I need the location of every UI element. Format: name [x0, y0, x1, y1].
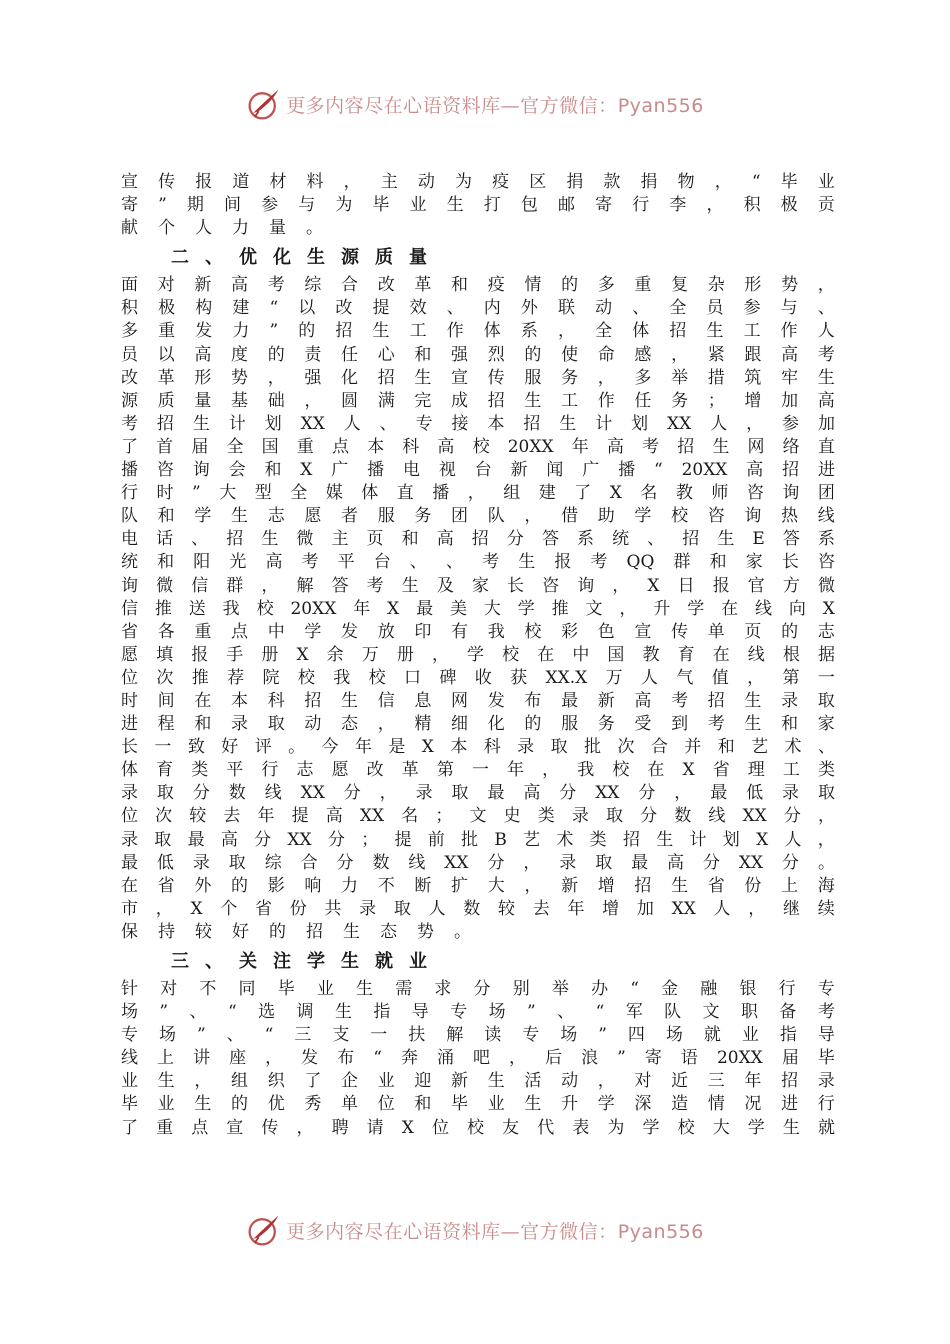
text-line: 宣 传 报 道 材 料 ， 主 动 为 疫 区 捐 款 捐 物 ， “ 毕 业: [121, 172, 835, 192]
text-line: 寄 ” 期 间 参 与 为 毕 业 生 打 包 邮 寄 行 李 ， 积 极 贡: [121, 195, 835, 216]
text-line: 员 以 高 度 的 责 任 心 和 强 烈 的 使 命 感 ， 紧 跟 高 考: [121, 344, 835, 365]
text-line: 时 间 在 本 科 招 生 信 息 网 发 布 最 新 高 考 招 生 录 取: [121, 690, 835, 711]
text-line: 行 时 ” 大 型 全 媒 体 直 播 ， 组 建 了 X 名 教 师 咨 询 团: [121, 483, 835, 504]
text-line: 省 各 重 点 中 学 发 放 印 有 我 校 彩 色 宣 传 单 页 的 志: [121, 621, 835, 642]
text-line: 专 场 ” 、 “ 三 支 一 扶 解 读 专 场 ” 四 场 就 业 指 导: [121, 1025, 835, 1046]
text-line: 愿 填 报 手 册 X 余 万 册 ， 学 校 在 中 国 教 育 在 线 根 据: [121, 644, 835, 665]
text-line: 保 持 较 好 的 招 生 态 势 。: [121, 921, 471, 942]
text-line: 面 对 新 高 考 综 合 改 革 和 疫 情 的 多 重 复 杂 形 势 ，: [121, 275, 835, 296]
text-line: 场 ” 、 “ 选 调 生 指 导 专 场 ” 、 “ 军 队 文 职 备 考: [121, 1002, 835, 1023]
text-line: 多 重 发 力 ” 的 招 生 工 作 体 系 ， 全 体 招 生 工 作 人: [121, 321, 835, 342]
text-line: 录 取 最 高 分 XX 分 ； 提 前 批 B 艺 术 类 招 生 计 划 X 人 ，: [121, 829, 835, 850]
quill-logo-icon: [246, 1212, 282, 1248]
text-line: 在 省 外 的 影 响 力 不 断 扩 大 ， 新 增 招 生 省 份 上 海: [121, 875, 835, 896]
text-line: 业 生 ， 组 织 了 企 业 迎 新 生 活 动 ， 对 近 三 年 招 录: [121, 1071, 835, 1092]
text-line: 改 革 形 势 ， 强 化 招 生 宣 传 服 务 ， 多 举 措 筑 牢 生: [121, 367, 835, 388]
text-line: 针 对 不 同 毕 业 生 需 求 分 别 举 办 “ 金 融 银 行 专: [121, 979, 835, 999]
text-line: 体 育 类 平 行 志 愿 改 革 第 一 年 ， 我 校 在 X 省 理 工 类: [121, 760, 835, 781]
text-line: 积 极 构 建 “ 以 改 提 效 、 内 外 联 动 、 全 员 参 与 、: [121, 298, 835, 319]
text-line: 长 一 致 好 评 。 今 年 是 X 本 科 录 取 批 次 合 并 和 艺 术 、: [121, 737, 835, 758]
text-line: 毕 业 生 的 优 秀 单 位 和 毕 业 生 升 学 深 造 情 况 进 行: [121, 1094, 835, 1115]
text-line: 了 首 届 全 国 重 点 本 科 高 校 20XX 年 高 考 招 生 网 络 直: [121, 436, 835, 457]
quill-logo-icon: [246, 86, 282, 122]
banner-text: 更多内容尽在心语资料库—官方微信：Pyan556: [286, 1220, 704, 1243]
text-line: 位 次 推 荐 院 校 我 校 口 碑 收 获 XX.X 万 人 气 值 ， 第 一: [121, 667, 835, 688]
text-line: 播 咨 询 会 和 X 广 播 电 视 台 新 闻 广 播 “ 20XX 高 招 进: [121, 460, 835, 481]
text-line: 进 程 和 录 取 动 态 ， 精 细 化 的 服 务 受 到 考 生 和 家: [121, 714, 835, 735]
text-line: 市 ， X 个 省 份 共 录 取 人 数 较 去 年 增 加 XX 人 ， 继 续: [121, 898, 835, 919]
text-line: 电 话 、 招 生 微 主 页 和 高 招 分 答 系 统 、 招 生 E 答 系: [121, 529, 835, 550]
text-line: 统 和 阳 光 高 考 平 台 、 、 考 生 报 考 QQ 群 和 家 长 咨: [121, 552, 835, 573]
text-line: 考 招 生 计 划 XX 人 、 专 接 本 招 生 计 划 XX 人 ， 参 加: [121, 413, 835, 434]
footer-banner: [0, 1210, 950, 1250]
text-line: 了 重 点 宣 传 ， 聘 请 X 位 校 友 代 表 为 学 校 大 学 生 就: [121, 1117, 835, 1138]
text-line: 最 低 录 取 综 合 分 数 线 XX 分 ， 录 取 最 高 分 XX 分 。: [121, 852, 835, 873]
text-line: 录 取 分 数 线 XX 分 ， 录 取 最 高 分 XX 分 ， 最 低 录 取: [121, 783, 835, 804]
text-line: 源 质 量 基 础 ， 圆 满 完 成 招 生 工 作 任 务 ； 增 加 高: [121, 390, 835, 411]
document-body: [121, 171, 835, 1140]
section-heading: 三 、 关 注 学 生 就 业: [171, 951, 427, 972]
banner-text: 更多内容尽在心语资料库—官方微信：Pyan556: [286, 94, 704, 117]
text-line: 信 推 送 我 校 20XX 年 X 最 美 大 学 推 文 ， 升 学 在 线 向 X: [121, 598, 835, 619]
text-line: 询 微 信 群 ， 解 答 考 生 及 家 长 咨 询 ， X 日 报 官 方 微: [121, 575, 835, 596]
text-line: 献 个 人 力 量 。: [121, 218, 323, 239]
section-heading: 二 、 优 化 生 源 质 量: [171, 247, 427, 269]
text-line: 线 上 讲 座 ， 发 布 “ 奔 涌 吧 ， 后 浪 ” 寄 语 20XX 届 毕: [121, 1048, 835, 1069]
text-line: 位 次 较 去 年 提 高 XX 名 ； 文 史 类 录 取 分 数 线 XX 分 ，: [121, 806, 835, 827]
text-line: 队 和 学 生 志 愿 者 服 务 团 队 ， 借 助 学 校 咨 询 热 线: [121, 506, 835, 527]
header-banner: [0, 84, 950, 124]
